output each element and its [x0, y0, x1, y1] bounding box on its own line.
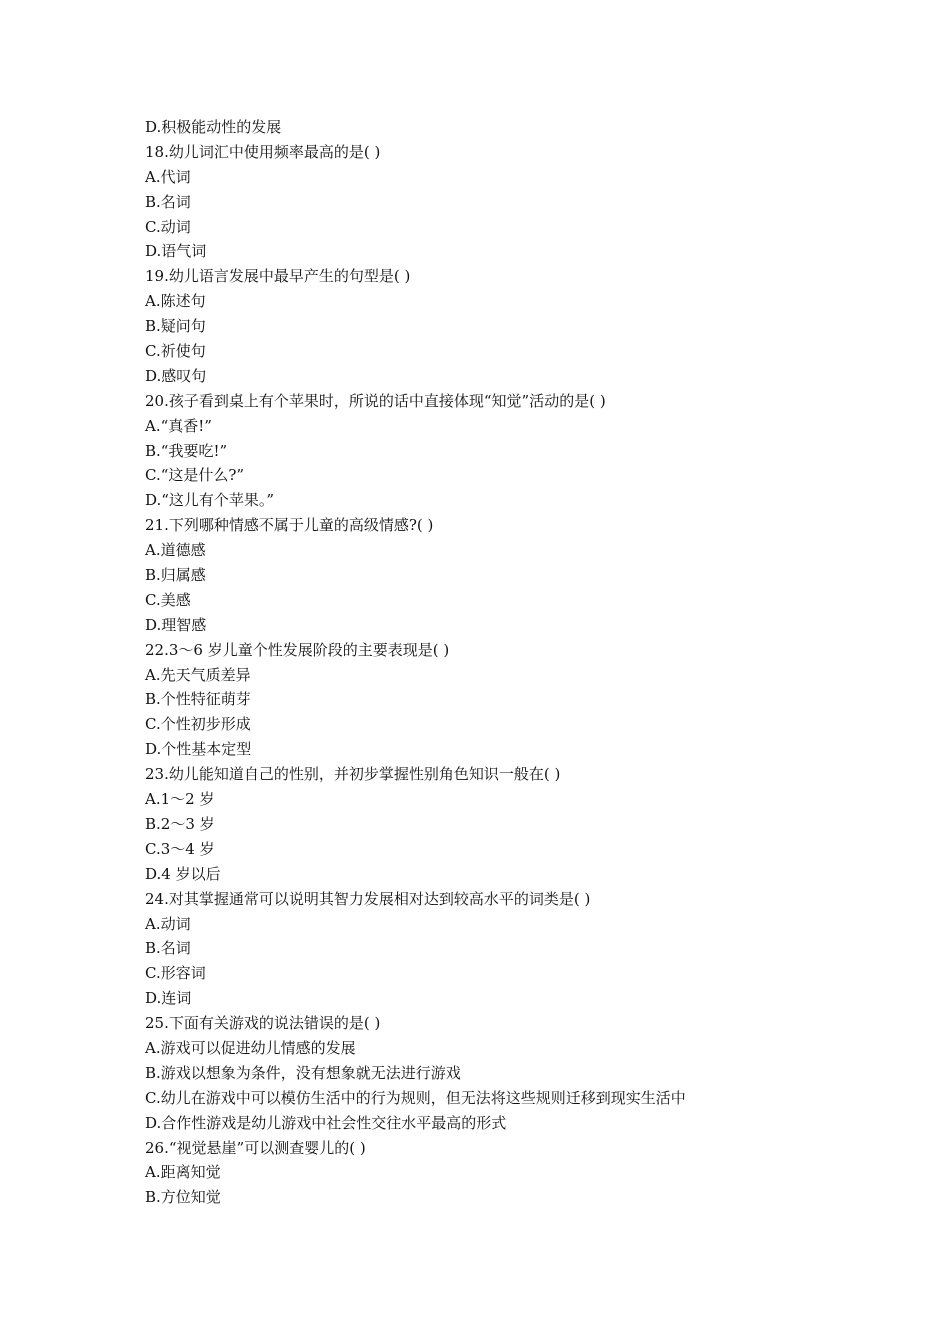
option-line: D.4 岁以后 — [145, 864, 221, 883]
option-line: B.方位知觉 — [145, 1188, 221, 1207]
question-line: 22.3～6 岁儿童个性发展阶段的主要表现是( ) — [145, 640, 450, 659]
question-text-block — [145, 115, 925, 1210]
option-line: D.语气词 — [145, 242, 207, 261]
question-line: 25.下面有关游戏的说法错误的是( ) — [145, 1014, 381, 1033]
option-line: B.归属感 — [145, 566, 206, 585]
option-line: D.个性基本定型 — [145, 740, 252, 759]
option-line: B.名词 — [145, 192, 191, 211]
question-line: 18.幼儿词汇中使用频率最高的是( ) — [145, 142, 381, 161]
option-line: D.合作性游戏是幼儿游戏中社会性交往水平最高的形式 — [145, 1113, 507, 1132]
option-line: A.1～2 岁 — [145, 790, 215, 809]
option-line: A.先天气质差异 — [145, 665, 251, 684]
option-line: C.祈使句 — [145, 342, 206, 361]
option-line: A.陈述句 — [145, 292, 206, 311]
option-line: C.动词 — [145, 217, 191, 236]
option-line: C.“这是什么?” — [145, 466, 245, 485]
option-line: B.疑问句 — [145, 317, 206, 336]
question-line: 21.下列哪种情感不属于儿童的高级情感?( ) — [145, 516, 434, 535]
option-line: C.美感 — [145, 590, 191, 609]
option-line: B.个性特征萌芽 — [145, 690, 251, 709]
option-line: C.个性初步形成 — [145, 715, 251, 734]
option-line: B.游戏以想象为条件，没有想象就无法进行游戏 — [145, 1063, 461, 1082]
option-line: D.连词 — [145, 989, 192, 1008]
option-line: D.积极能动性的发展 — [145, 118, 282, 136]
option-line: D.“这儿有个苹果。” — [145, 491, 275, 510]
option-line: A.“真香!” — [145, 416, 212, 435]
option-line: A.距离知觉 — [145, 1163, 221, 1182]
option-line: A.游戏可以促进幼儿情感的发展 — [145, 1038, 356, 1057]
option-line: A.道德感 — [145, 541, 206, 560]
option-line: D.理智感 — [145, 615, 207, 634]
option-line: A.动词 — [145, 914, 191, 933]
option-line: C.3～4 岁 — [145, 839, 215, 858]
option-line: B.“我要吃!” — [145, 441, 228, 460]
option-line: B.名词 — [145, 939, 191, 958]
question-line: 19.幼儿语言发展中最早产生的句型是( ) — [145, 267, 411, 286]
option-line: B.2～3 岁 — [145, 814, 215, 833]
question-line: 23.幼儿能知道自己的性别，并初步掌握性别角色知识一般在( ) — [145, 765, 561, 784]
question-line: 24.对其掌握通常可以说明其智力发展相对达到较高水平的词类是( ) — [145, 889, 591, 908]
question-line: 26.“视觉悬崖”可以测查婴儿的( ) — [145, 1138, 366, 1157]
option-line: C.幼儿在游戏中可以模仿生活中的行为规则，但无法将这些规则迁移到现实生活中 — [145, 1088, 686, 1107]
question-line: 20.孩子看到桌上有个苹果时，所说的话中直接体现“知觉”活动的是( ) — [145, 391, 606, 410]
option-line: C.形容词 — [145, 964, 206, 983]
option-line: A.代词 — [145, 167, 191, 186]
option-line: D.感叹句 — [145, 366, 207, 385]
